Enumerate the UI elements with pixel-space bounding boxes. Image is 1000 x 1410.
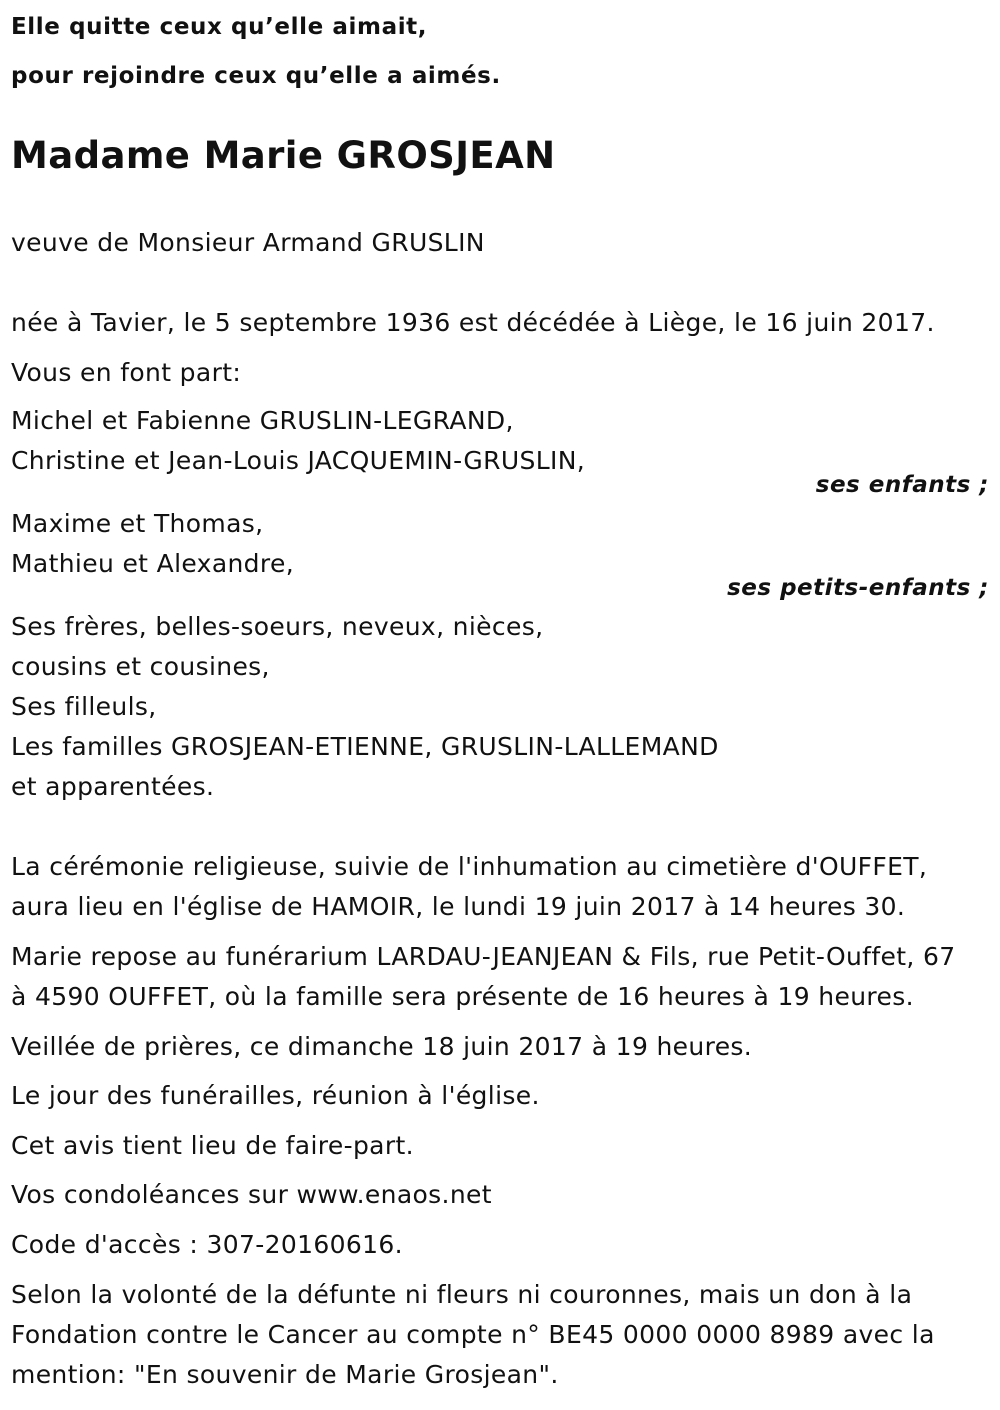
funeral-home-line-1: Marie repose au funérarium LARDAU-JEANJEAN & Fils, rue Petit-Ouffet, 67 — [11, 942, 956, 971]
children-line-2: Christine et Jean-Louis JACQUEMIN-GRUSLIN, — [11, 446, 586, 475]
obituary-notice — [11, 0, 991, 1410]
condolences: Vos condoléances sur www.enaos.net — [11, 1180, 492, 1209]
children-line-1: Michel et Fabienne GRUSLIN-LEGRAND, — [11, 406, 514, 435]
announcement-intro: Vous en font part: — [11, 358, 242, 387]
vigil: Veillée de prières, ce dimanche 18 juin 2017 à 19 heures. — [11, 1032, 753, 1061]
funeral-home-line-2: à 4590 OUFFET, où la famille sera présente de 16 heures à 19 heures. — [11, 982, 914, 1011]
epigraph-line-1: Elle quitte ceux qu’elle aimait, — [11, 14, 428, 40]
grandchildren-line-1: Maxime et Thomas, — [11, 509, 264, 538]
meeting: Le jour des funérailles, réunion à l'église. — [11, 1081, 540, 1110]
grandchildren-role: ses petits-enfants ; — [727, 575, 989, 601]
relatives-line-2: cousins et cousines, — [11, 652, 270, 681]
deceased-name: Madame Marie GROSJEAN — [11, 134, 556, 177]
relatives-line-3: Ses filleuls, — [11, 692, 157, 721]
relatives-line-4: Les familles GROSJEAN-ETIENNE, GRUSLIN-LALLEMAND — [11, 732, 719, 761]
epigraph-line-2: pour rejoindre ceux qu’elle a aimés. — [11, 63, 501, 89]
grandchildren-line-2: Mathieu et Alexandre, — [11, 549, 295, 578]
donation-line-1: Selon la volonté de la défunte ni fleurs ni couronnes, mais un don à la — [11, 1280, 913, 1309]
widow-of: veuve de Monsieur Armand GRUSLIN — [11, 228, 485, 257]
children-role: ses enfants ; — [815, 472, 989, 498]
relatives-line-5: et apparentées. — [11, 772, 215, 801]
donation-line-3: mention: "En souvenir de Marie Grosjean". — [11, 1360, 559, 1389]
donation-line-2: Fondation contre le Cancer au compte n° BE45 0000 0000 8989 avec la — [11, 1320, 935, 1349]
birth-death: née à Tavier, le 5 septembre 1936 est décédée à Liège, le 16 juin 2017. — [11, 308, 935, 337]
notice: Cet avis tient lieu de faire-part. — [11, 1131, 414, 1160]
relatives-line-1: Ses frères, belles-soeurs, neveux, nièces, — [11, 612, 544, 641]
ceremony-line-1: La cérémonie religieuse, suivie de l'inhumation au cimetière d'OUFFET, — [11, 852, 928, 881]
ceremony-line-2: aura lieu en l'église de HAMOIR, le lundi 19 juin 2017 à 14 heures 30. — [11, 892, 906, 921]
access-code: Code d'accès : 307-20160616. — [11, 1230, 403, 1259]
